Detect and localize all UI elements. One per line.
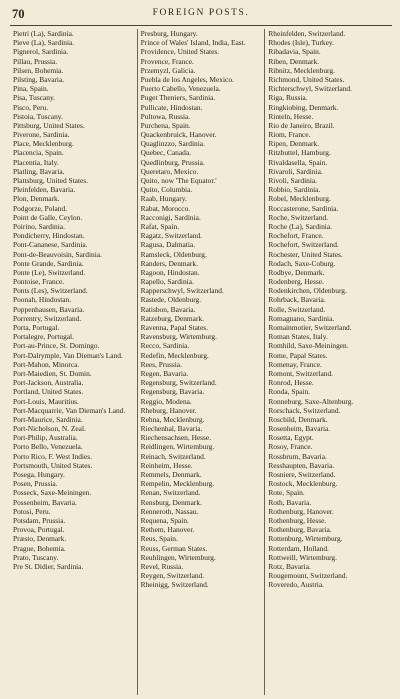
list-item: Renan, Switzerland. — [140, 488, 201, 498]
list-item: Rivaroli, Sardinia. — [268, 166, 323, 176]
list-item: Puget Theniers, Sardinia. — [140, 93, 216, 103]
list-item: Roschild, Denmark. — [268, 414, 328, 424]
list-item: Roccasterone, Sardinia. — [268, 203, 339, 213]
list-item: Quedlinburg, Prussia. — [140, 157, 205, 167]
list-item: Roche, Switzerland. — [268, 212, 329, 222]
page-number: 70 — [12, 7, 25, 21]
list-item: Robbio, Sardinia. — [268, 185, 321, 195]
list-item: Regensburg, Switzerland. — [140, 378, 217, 388]
list-item: Reggio, Modena. — [140, 396, 192, 406]
list-item: Port-Macquarrie, Van Dieman's Land. — [13, 405, 126, 415]
list-item: Reinheim, Hesse. — [140, 460, 193, 470]
list-item: Port-Mahon, Minorca. — [13, 359, 80, 369]
list-item: Pistoia, Tuscany. — [13, 111, 63, 121]
list-item: Pina, Spain. — [13, 84, 49, 94]
list-item: Reus, Spain. — [140, 534, 178, 544]
list-item: Puerto Cabello, Venezuela. — [140, 84, 221, 94]
list-item: Port-Nicholson, N. Zeal. — [13, 424, 86, 434]
list-item: Rivaldasella, Spain. — [268, 157, 328, 167]
list-item: Provence, France. — [140, 56, 194, 66]
list-item: Renneroth, Nassau. — [140, 506, 199, 516]
list-item: Provoa, Portugal. — [13, 525, 65, 535]
list-item: Ponte Grande, Sardinia. — [13, 258, 84, 268]
list-item: Rodenberg, Hesse. — [268, 277, 324, 287]
list-item: Rosniere, Switzerland. — [268, 470, 336, 479]
list-item: Queretaro, Mexico. — [140, 166, 199, 176]
list-item: Rotz, Bavaria. — [268, 561, 311, 571]
list-item: Rafat, Spain. — [140, 221, 180, 231]
list-item: Ratisbon, Bavaria. — [140, 304, 196, 314]
list-item: Poppenhausen, Bavaria. — [13, 304, 85, 314]
list-item: Romont, Switzerland. — [268, 368, 334, 378]
list-item: Rodbye, Denmark. — [268, 267, 325, 277]
list-item: Reuss, German States. — [140, 543, 208, 553]
column-1 — [10, 29, 137, 695]
list-item: Ribnitz, Mecklenburg. — [268, 65, 335, 75]
list-item: Riechenhal, Bavaria. — [140, 424, 203, 434]
list-item: Porto Rico, F. West Indies. — [13, 451, 92, 461]
list-item: Pultowa, Russia. — [140, 111, 191, 121]
list-item: Potsdam, Prussia. — [13, 515, 66, 525]
list-item: Pittsburg, United States. — [13, 120, 85, 130]
list-item: Pignerol, Sardinia. — [13, 47, 69, 57]
running-title: FOREIGN POSTS. — [152, 8, 250, 18]
list-item: Rensburg, Denmark. — [140, 497, 202, 507]
list-item: Ravenna, Papal States. — [140, 323, 208, 332]
list-item: Rochester, United States. — [268, 249, 343, 259]
list-item: Ritzbuttel, Hamburg. — [268, 148, 331, 158]
list-item: Roth, Bavaria. — [268, 497, 312, 507]
list-item: Port-Louis, Mauritius. — [13, 396, 79, 406]
list-item: Rolle, Switzerland. — [268, 304, 326, 314]
list-item: Præsto, Denmark. — [13, 534, 67, 544]
list-item: Rochefort, France. — [268, 231, 324, 241]
list-item: Rehna, Mecklenburg. — [140, 414, 205, 424]
list-item: Pullicate, Hindostan. — [140, 102, 203, 112]
list-item: Ragatz, Switzerland. — [140, 231, 203, 241]
list-item: Roman States, Italy. — [268, 332, 328, 342]
list-item: Poonah, Hindostan. — [13, 295, 72, 305]
list-item: Quito, Columbia. — [140, 185, 193, 195]
list-item: Romenay, France. — [268, 359, 322, 369]
list-item: Rethem, Hanover. — [140, 525, 195, 535]
list-item: Rottenburg, Wirtemburg. — [268, 534, 343, 544]
list-item: Romhild, Saxe-Meiningen. — [268, 341, 349, 351]
list-item: Rheburg, Hanover. — [140, 405, 197, 415]
list-item: Pisco, Peru. — [13, 102, 49, 112]
list-item: Ronda, Spain. — [268, 387, 311, 397]
page-header — [10, 6, 392, 22]
list-item: Presburg, Hungary. — [140, 29, 198, 38]
list-item: Regen, Bavaria. — [140, 368, 189, 378]
list-item: Ramsleck, Oldenburg. — [140, 249, 207, 259]
list-item: Racconigi, Sardinia. — [140, 212, 201, 222]
list-item: Rothenburg, Hanover. — [268, 506, 334, 516]
column-3 — [264, 29, 392, 695]
list-item: Providence, United States. — [140, 47, 220, 57]
list-item: Reuhlingen, Wirtemburg. — [140, 552, 216, 562]
list-item: Posega, Hungary. — [13, 470, 65, 479]
gazetteer-columns — [10, 29, 392, 695]
list-item: Rottweill, Wirtemburg. — [268, 552, 337, 562]
list-item: Rochefort, Switzerland. — [268, 240, 339, 250]
list-item: Rees, Prussia. — [140, 359, 182, 369]
list-item: Puebla de los Angeles, Mexico. — [140, 74, 234, 84]
list-item: Posen, Prussia. — [13, 479, 58, 489]
list-item: Porta, Portugal. — [13, 323, 60, 332]
list-item: Point de Galle, Ceylon. — [13, 212, 83, 222]
list-item: Roveredo, Austria. — [268, 580, 324, 590]
list-item: Porto Bello, Venezuela. — [13, 442, 83, 452]
list-item: Ringkiobing, Denmark. — [268, 102, 339, 112]
list-item: Rossbrum, Bavaria. — [268, 451, 327, 461]
list-item: Robel, Mecklenburg. — [268, 194, 331, 204]
list-item: Pont-de-Beauvoisin, Sardinia. — [13, 249, 102, 259]
list-item: Ravensburg, Wirtemburg. — [140, 332, 217, 342]
list-item: Rothenburg, Bavaria. — [268, 525, 332, 535]
list-item: Rome, Papal States. — [268, 350, 328, 360]
list-item: Pre St. Didier, Sardinia. — [13, 561, 84, 571]
list-item: Possenheim, Bavaria. — [13, 497, 77, 507]
list-item: Pisa, Tuscany. — [13, 93, 56, 103]
list-item: Poirino, Sardinia. — [13, 221, 65, 231]
list-item: Rheinfelden, Switzerland. — [268, 29, 346, 38]
list-item: Richmond, United States. — [268, 74, 345, 84]
list-item: Quaglinzzo, Sardinia. — [140, 139, 205, 149]
list-item: Port-au-Prince, St. Domingo. — [13, 341, 100, 351]
list-item: Rodenkirchen, Oldenburg. — [268, 286, 347, 296]
list-item: Rapello, Sardinia. — [140, 277, 194, 287]
list-item: Placentia, Italy. — [13, 157, 59, 167]
list-item: Rorschack, Switzerland. — [268, 405, 341, 415]
list-item: Ragusa, Dalmatia. — [140, 240, 196, 250]
list-item: Purchena, Spain. — [140, 120, 191, 130]
list-item: Rio de Janeiro, Brazil. — [268, 120, 335, 130]
list-item: Pietri (La), Sardinia. — [13, 29, 74, 38]
list-item: Riga, Russia. — [268, 93, 308, 103]
list-item: Recco, Sardinia. — [140, 341, 190, 351]
list-item: Resshaupten, Bavaria. — [268, 460, 335, 470]
list-item: Rhodes (Isle), Turkey. — [268, 38, 334, 48]
list-item: Ronneburg, Saxe-Altenburg. — [268, 396, 354, 406]
list-item: Rapperschwyl, Switzerland. — [140, 286, 224, 296]
list-item: Pont-Cananese, Sardinia. — [13, 240, 88, 250]
list-item: Podgorze, Poland. — [13, 203, 67, 213]
list-item: Place, Mecklenburg. — [13, 139, 74, 149]
list-item: Rivoli, Sardinia. — [268, 176, 317, 185]
list-item: Rote, Spain. — [268, 488, 305, 498]
list-item: Rosetta, Egypt. — [268, 433, 314, 443]
list-item: Romagnano, Sardinia. — [268, 313, 335, 323]
list-item: Raab, Hungary. — [140, 194, 187, 204]
header-rule — [10, 25, 392, 26]
list-item: Ponts (Les), Switzerland. — [13, 286, 88, 296]
list-item: Rempelin, Mecklenburg. — [140, 479, 215, 489]
list-item: Pilsting, Bavaria. — [13, 74, 65, 84]
list-item: Ratzeburg, Denmark. — [140, 313, 204, 323]
list-item: Port-Dalrymple, Van Dieman's Land. — [13, 350, 123, 360]
list-item: Potosi, Peru. — [13, 506, 51, 516]
list-item: Port-Maurice, Sardinia. — [13, 414, 83, 424]
list-item: Ripen, Denmark. — [268, 139, 320, 149]
column-2 — [137, 29, 265, 695]
list-item: Pontoise, France. — [13, 277, 65, 287]
list-item: Pilsen, Bohemia. — [13, 65, 64, 75]
list-item: Quito, now 'The Equator.' — [140, 176, 217, 185]
list-item: Prince of Wales' Island, India, East. — [140, 38, 246, 48]
list-item: Reygen, Switzerland. — [140, 571, 205, 581]
list-item: Rostock, Mecklenburg. — [268, 479, 338, 489]
list-item: Rohrback, Bavaria. — [268, 295, 326, 305]
list-item: Redefin, Mecklenburg. — [140, 350, 209, 360]
list-item: Portsmouth, United States. — [13, 460, 93, 470]
list-item: Rougemount, Switzerland. — [268, 571, 348, 581]
list-item: Rotterdam, Holland. — [268, 543, 329, 553]
list-item: Pondicherry, Hindostan. — [13, 231, 85, 241]
list-item: Rabat, Morocco. — [140, 203, 191, 213]
list-item: Revel, Russia. — [140, 561, 184, 571]
list-item: Ribadavia, Spain. — [268, 47, 321, 57]
list-item: Riom, France. — [268, 130, 311, 140]
list-item: Riechensachsen, Hesse. — [140, 433, 212, 443]
list-item: Rastede, Oldenburg. — [140, 295, 202, 305]
list-item: Ragoon, Hindostan. — [140, 267, 200, 277]
list-item: Pieve (La), Sardinia. — [13, 38, 75, 48]
list-item: Piverone, Sardinia. — [13, 130, 70, 140]
list-item: Riben, Denmark. — [268, 56, 320, 66]
list-item: Remmels, Denmark. — [140, 470, 202, 479]
list-item: Ponte (Le), Switzerland. — [13, 267, 86, 277]
list-item: Prato, Tuscany. — [13, 552, 59, 562]
list-item: Rosenheim, Bavaria. — [268, 424, 331, 434]
list-item: Rinteln, Hesse. — [268, 111, 314, 121]
list-item: Rheinigg, Switzerland. — [140, 580, 209, 590]
list-item: Platling, Bavaria. — [13, 166, 65, 176]
list-item: Ronrod, Hesse. — [268, 378, 314, 388]
list-item: Placencia, Spain. — [13, 148, 64, 158]
list-item: Randers, Denmark. — [140, 258, 198, 268]
list-item: Rosoy, France. — [268, 442, 313, 452]
list-item: Roche (La), Sardinia. — [268, 221, 332, 231]
list-item: Richterschwyl, Switzerland. — [268, 84, 352, 94]
list-item: Requena, Spain. — [140, 515, 189, 525]
list-item: Przemyzl, Galicia. — [140, 65, 196, 75]
list-item: Plattsburg, United States. — [13, 176, 88, 185]
list-item: Port-Maiedien, St. Domin. — [13, 368, 92, 378]
list-item: Rothenburg, Hesse. — [268, 515, 327, 525]
list-item: Porrentry, Switzerland. — [13, 313, 82, 323]
list-item: Plon, Denmark. — [13, 194, 60, 204]
list-item: Port-Jackson, Australia. — [13, 378, 84, 388]
list-item: Quebec, Canada. — [140, 148, 191, 158]
list-item: Rodach, Saxe-Coburg. — [268, 258, 336, 268]
list-item: Quackenbruick, Hanover. — [140, 130, 217, 140]
list-item: Portalegre, Portugal. — [13, 332, 74, 342]
list-item: Port-Philip, Australia. — [13, 433, 78, 443]
list-item: Romainmotier, Switzerland. — [268, 323, 352, 332]
list-item: Pillau, Prussia. — [13, 56, 58, 66]
list-item: Pleinfelden, Bavaria. — [13, 185, 76, 195]
list-item: Reinach, Switzerland. — [140, 451, 206, 461]
list-item: Regensburg, Bavaria. — [140, 387, 205, 397]
list-item: Reidlingen, Wirtemburg. — [140, 442, 215, 452]
list-item: Prague, Bohemia. — [13, 543, 66, 553]
list-item: Portland, United States. — [13, 387, 84, 397]
list-item: Posseck, Saxe-Meiningen. — [13, 488, 92, 498]
